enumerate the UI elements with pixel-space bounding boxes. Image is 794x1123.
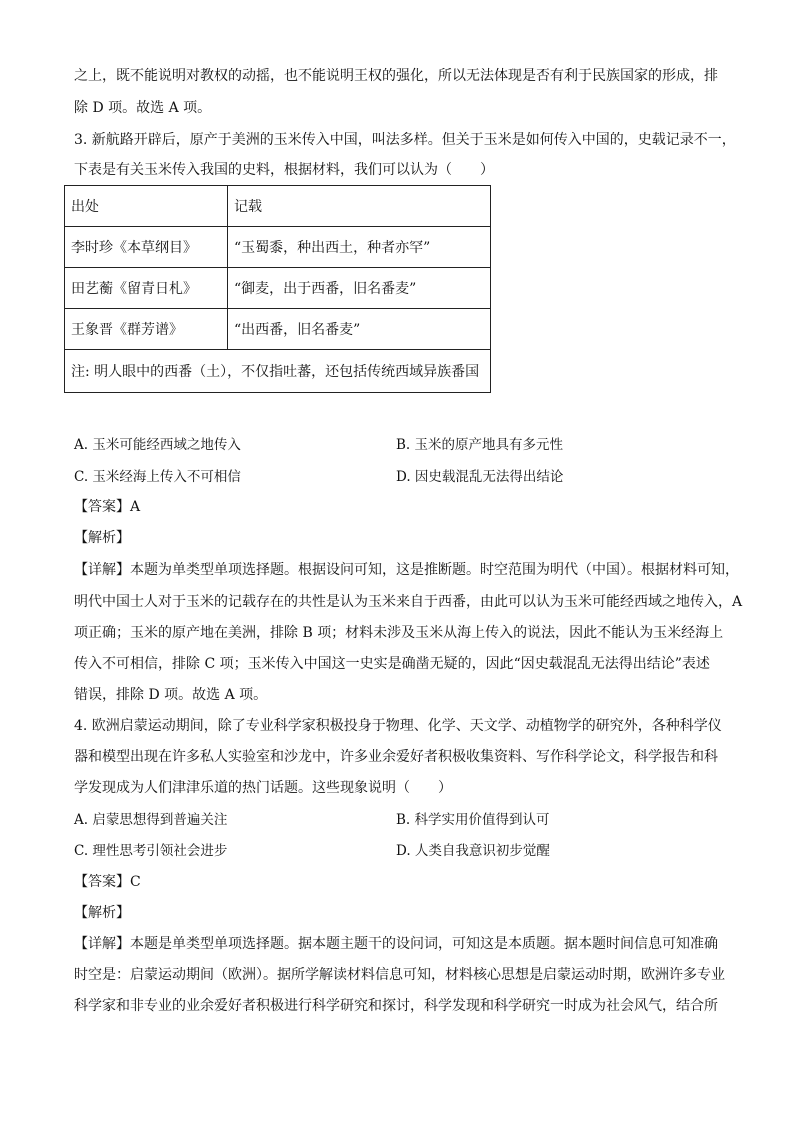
table-row — [65, 309, 491, 350]
q4-answer: 【答案】C — [74, 874, 141, 890]
table-row — [65, 268, 491, 309]
q3-answer: 【答案】A — [74, 499, 141, 515]
table-header-row — [65, 186, 491, 227]
question-4-stem-line: 4. 欧洲启蒙运动期间，除了专业科学家积极投身于物理、化学、天文学、动植物学的研究外，各种科学仪 — [74, 718, 722, 734]
question-3-stem-line-1: 3. 新航路开辟后，原产于美洲的玉米传入中国，叫法多样。但关于玉米是如何传入中国的，史载记录不一， — [74, 132, 736, 148]
q4-option-c: C. 理性思考引领社会进步 — [74, 843, 228, 859]
question-4-stem-line: 器和模型出现在许多私人实验室和沙龙中，许多业余爱好者积极收集资料、写作科学论文，科学报告和科 — [74, 749, 718, 765]
table-header-cell: 记载 — [228, 186, 491, 227]
table-row — [65, 227, 491, 268]
q3-detail-line: 项正确；玉米的原产地在美洲，排除 B 项；材料未涉及玉米从海上传入的说法，因此不能认为玉米经海上 — [74, 625, 724, 641]
table-header-cell: 出处 — [65, 186, 228, 227]
prev-analysis-line-2: 除 D 项。故选 A 项。 — [74, 100, 212, 116]
table-note-row — [65, 350, 491, 393]
table-cell-record: “玉蜀黍，种出西土，种者亦罕” — [228, 227, 491, 268]
table-cell-record: “御麦，出于西番，旧名番麦” — [228, 268, 491, 309]
q3-detail-line: 明代中国士人对于玉米的记载存在的共性是认为玉米来自于西番，由此可以认为玉米可能经西域之地传入，A — [74, 594, 743, 610]
table-cell-record: “出西番，旧名番麦” — [228, 309, 491, 350]
question-3-stem-line-2: 下表是有关玉米传入我国的史料，根据材料，我们可以认为（ ） — [74, 162, 494, 178]
table-cell-source: 王象晋《群芳谱》 — [65, 309, 228, 350]
q4-option-a: A. 启蒙思想得到普遍关注 — [74, 812, 228, 828]
question-4-stem-line: 学发现成为人们津津乐道的热门话题。这些现象说明（ ） — [74, 780, 452, 796]
table-cell-source: 田艺蘅《留青日札》 — [65, 268, 228, 309]
q4-detail-line: 科学家和非专业的业余爱好者积极进行科学研究和探讨，科学发现和科学研究一时成为社会风气，结合所 — [74, 998, 718, 1014]
q4-detail-line: 【详解】本题是单类型单项选择题。据本题主题干的设问词，可知这是本质题。据本题时间信息可知准确 — [74, 936, 718, 952]
prev-analysis-line-1: 之上，既不能说明对教权的动摇，也不能说明王权的强化，所以无法体现是否有利于民族国家的形成，排 — [74, 68, 718, 84]
q3-detail-line: 错误，排除 D 项。故选 A 项。 — [74, 687, 268, 703]
source-table — [64, 185, 491, 393]
q3-detail-line: 【详解】本题为单类型单项选择题。根据设问可知，这是推断题。时空范围为明代（中国）。根据材料可知， — [74, 562, 739, 578]
table-cell-source: 李时珍《本草纲目》 — [65, 227, 228, 268]
q3-option-d: D. 因史载混乱无法得出结论 — [396, 469, 564, 485]
q3-option-a: A. 玉米可能经西域之地传入 — [74, 437, 241, 453]
q4-analysis-label: 【解析】 — [74, 905, 130, 921]
q4-detail-line: 时空是：启蒙运动期间（欧洲）。据所学解读材料信息可知，材料核心思想是启蒙运动时期，欧洲许多专业 — [74, 967, 725, 983]
q4-option-b: B. 科学实用价值得到认可 — [396, 812, 550, 828]
q3-option-b: B. 玉米的原产地具有多元性 — [396, 437, 564, 453]
q4-option-d: D. 人类自我意识初步觉醒 — [396, 843, 550, 859]
table-note: 注: 明人眼中的西番（土），不仅指吐蕃，还包括传统西域异族番国 — [65, 350, 491, 393]
q3-option-c: C. 玉米经海上传入不可相信 — [74, 469, 241, 485]
q3-detail-line: 传入不可相信，排除 C 项；玉米传入中国这一史实是确凿无疑的，因此“因史载混乱无法得出结论”表述 — [74, 656, 710, 672]
q3-analysis-label: 【解析】 — [74, 530, 130, 546]
